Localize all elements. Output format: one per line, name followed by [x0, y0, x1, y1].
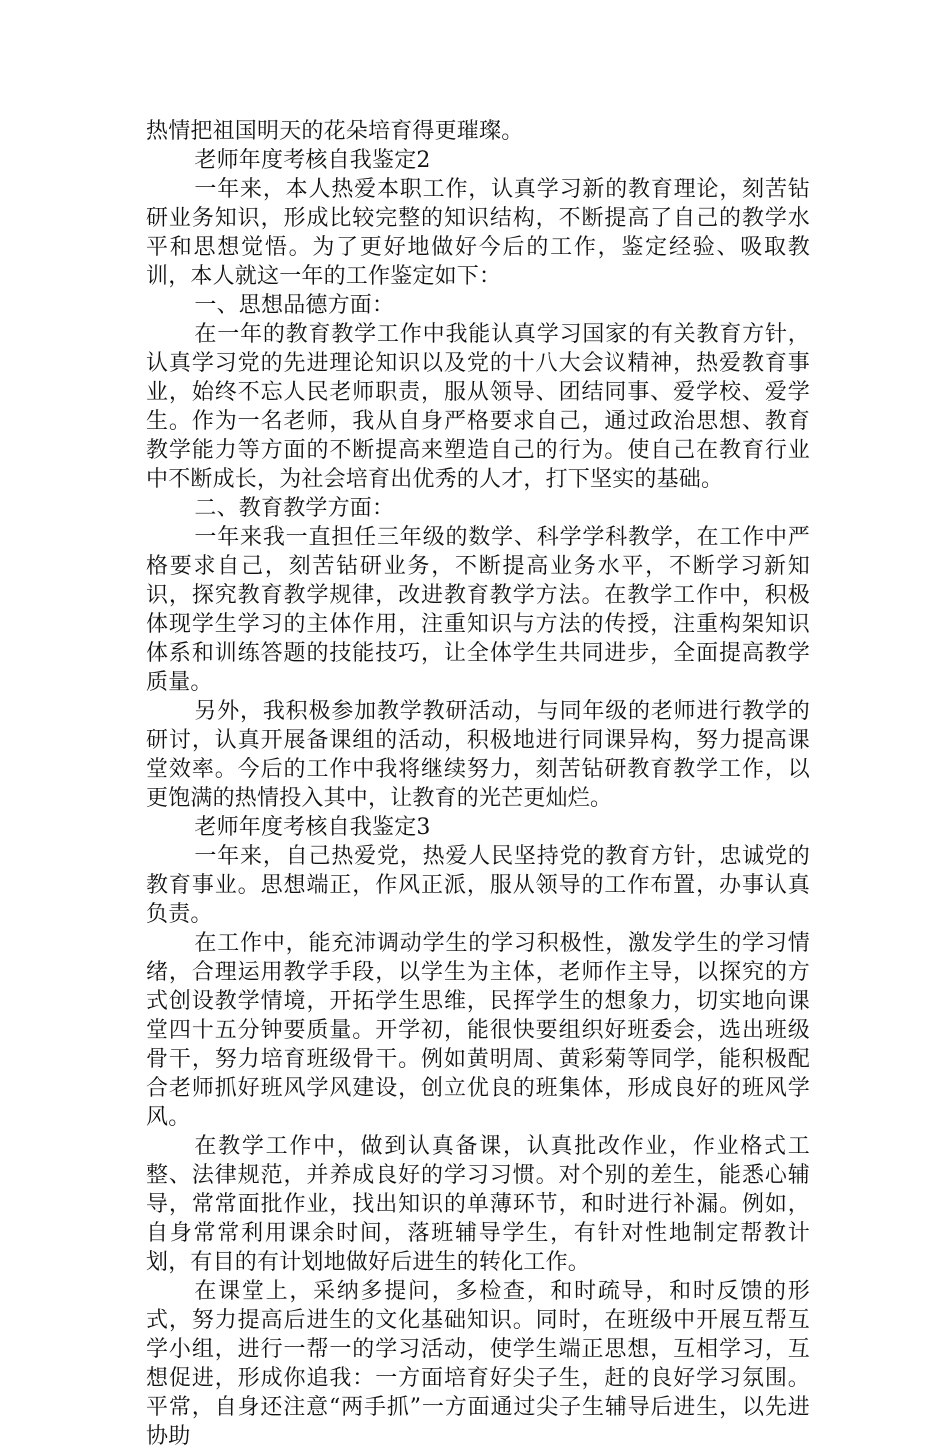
paragraph-continuation: 热情把祖国明天的花朵培育得更璀璨。 [146, 119, 524, 144]
paragraph: 一年来，自己热爱党，热爱人民坚持党的教育方针，忠诚党的教育事业。思想端正，作风正派，服从领导的工作布置，办事认真负责。 [146, 844, 810, 927]
paragraph: 在工作中，能充沛调动学生的学习积极性，激发学生的学习情绪，合理运用教学手段，以学生为主体，老师作主导，以探究的方式创设教学情境，开拓学生思维，民挥学生的想象力，切实地向课堂四十五分钟要质量。开学初，能很快要组织好班委会，选出班级骨干，努力培育班级骨干。例如黄明周、黄彩菊等同学，能积极配合老师抓好班风学风建设，创立优良的班集体，形成良好的班风学风。 [146, 931, 810, 1130]
subsection-heading-ideology: 一、思想品德方面： [194, 293, 395, 318]
document-page [146, 117, 810, 1451]
paragraph: 在课堂上，采纳多提问，多检查，和时疏导，和时反馈的形式，努力提高后进生的文化基础知识。同时，在班级中开展互帮互学小组，进行一帮一的学习活动，使学生端正思想，互相学习，互想促进，形成你追我：一方面培育好尖子生，赶的良好学习氛围。平常，自身还注意“两手抓”一方面通过尖子生辅导后进生，以先进协助 [146, 1279, 810, 1449]
paragraph: 一年来我一直担任三年级的数学、科学学科教学，在工作中严格要求自己，刻苦钻研业务，不断提高业务水平，不断学习新知识，探究教育教学规律，改进教育教学方法。在教学工作中，积极体现学生学习的主体作用，注重知识与方法的传授，注重构架知识体系和训练答题的技能技巧，让全体学生共同进步，全面提高教学质量。 [146, 525, 810, 695]
subsection-heading-teaching: 二、教育教学方面： [194, 496, 395, 521]
paragraph: 另外，我积极参加教学教研活动，与同年级的老师进行教学的研讨，认真开展备课组的活动，积极地进行同课异构，努力提高课堂效率。今后的工作中我将继续努力，刻苦钻研教育教学工作，以更饱满的热情投入其中，让教育的光芒更灿烂。 [146, 699, 810, 811]
paragraph: 一年来，本人热爱本职工作，认真学习新的教育理论，刻苦钻研业务知识，形成比较完整的知识结构，不断提高了自己的教学水平和思想觉悟。为了更好地做好今后的工作，鉴定经验、吸取教训，本人就这一年的工作鉴定如下： [146, 177, 810, 289]
section-heading-2: 老师年度考核自我鉴定2 [194, 148, 431, 173]
paragraph: 在一年的教育教学工作中我能认真学习国家的有关教育方针，认真学习党的先进理论知识以及党的十八大会议精神，热爱教育事业，始终不忘人民老师职责，服从领导、团结同事、爱学校、爱学生。作为一名老师，我从自身严格要求自己，通过政治思想、教育教学能力等方面的不断提高来塑造自己的行为。使自己在教育行业中不断成长，为社会培育出优秀的人才，打下坚实的基础。 [146, 322, 810, 492]
paragraph: 在教学工作中，做到认真备课，认真批改作业，作业格式工整、法律规范，并养成良好的学习习惯。对个别的差生，能悉心辅导，常常面批作业，找出知识的单薄环节，和时进行补漏。例如，自身常常利用课余时间，落班辅导学生，有针对性地制定帮教计划，有目的有计划地做好后进生的转化工作。 [146, 1134, 810, 1275]
section-heading-3: 老师年度考核自我鉴定3 [194, 815, 431, 840]
